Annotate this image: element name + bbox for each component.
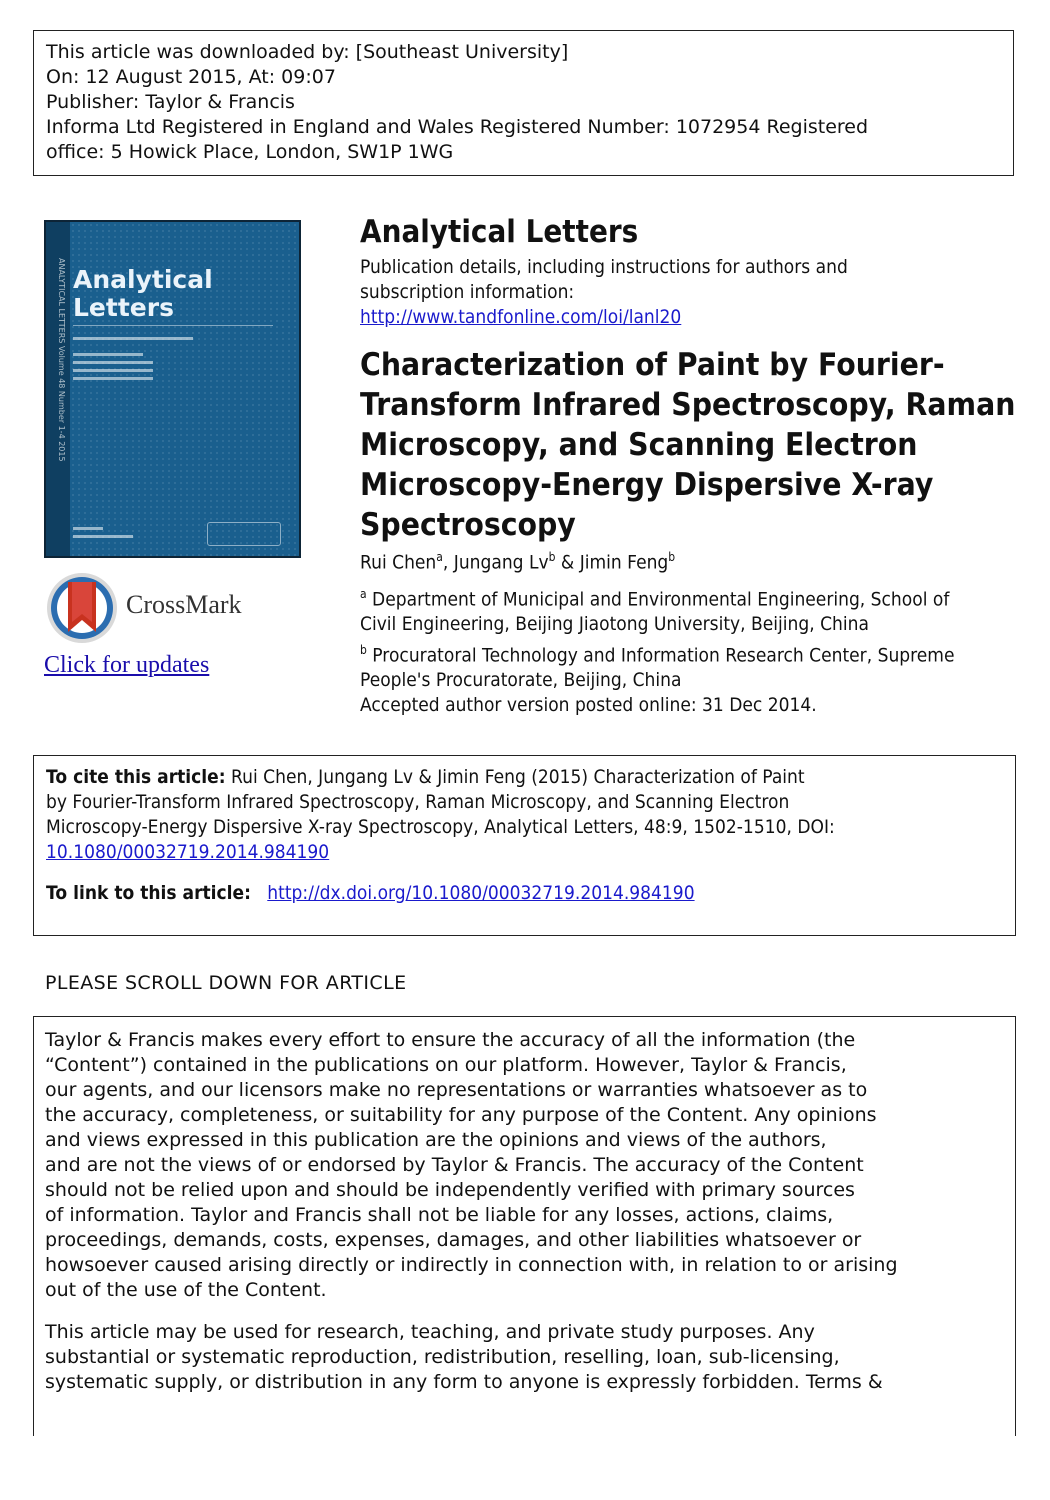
article-link-row: [46, 882, 695, 904]
disclaimer-line: the accuracy, completeness, or suitability for any purpose of the Content. Any opinions: [45, 1104, 877, 1126]
author-name: Rui Chen: [360, 551, 437, 574]
cover-fine-print: [73, 377, 153, 380]
disclaimer-text: [45, 1028, 898, 1395]
download-notice-line: On: 12 August 2015, At: 09:07: [46, 66, 336, 88]
affiliation-a: [360, 582, 1008, 637]
author-separator: ,: [442, 551, 454, 574]
journal-cover-image: [44, 220, 301, 558]
doi-link[interactable]: 10.1080/00032719.2014.984190: [46, 841, 330, 863]
citation-label: To cite this article:: [46, 766, 226, 788]
scroll-down-note: PLEASE SCROLL DOWN FOR ARTICLE: [45, 972, 407, 994]
crossmark-label: CrossMark: [126, 590, 242, 619]
article-title-line: Microscopy, and Scanning Electron: [360, 427, 918, 463]
download-notice-line: office: 5 Howick Place, London, SW1P 1WG: [46, 141, 454, 163]
article-title-line: Characterization of Paint by Fourier-: [360, 347, 945, 383]
disclaimer-line: howsoever caused arising directly or indirectly in connection with, in relation to or arising: [45, 1254, 898, 1276]
article-title-line: Transform Infrared Spectroscopy, Raman: [360, 387, 1016, 423]
crossmark-icon: [44, 570, 122, 648]
click-for-updates-link[interactable]: Click for updates: [44, 652, 210, 678]
download-notice-line: This article was downloaded by: [Southeast University]: [46, 41, 569, 63]
cover-fine-print: [73, 369, 153, 372]
cover-title-line: Analytical: [73, 265, 213, 294]
disclaimer-line: and are not the views of or endorsed by Taylor & Francis. The accuracy of the Content: [45, 1154, 864, 1176]
publication-details-line: subscription information:: [360, 281, 575, 303]
affiliation-mark: b: [360, 643, 367, 657]
download-notice-line: Publisher: Taylor & Francis: [46, 91, 295, 113]
author-affiliation-mark: b: [548, 550, 556, 564]
affiliation-mark: a: [360, 587, 367, 601]
cover-fine-print: [73, 361, 153, 364]
disclaimer-line: systematic supply, or distribution in any form to anyone is expressly forbidden. Terms &: [45, 1371, 883, 1393]
citation-line: Microscopy-Energy Dispersive X-ray Spectroscopy, Analytical Letters, 48:9, 1502-1510, DOI:: [46, 816, 835, 838]
citation-line: Rui Chen, Jungang Lv & Jimin Feng (2015) Characterization of Paint: [225, 766, 805, 788]
disclaimer-line: of information. Taylor and Francis shall not be liable for any losses, actions, claims,: [45, 1204, 834, 1226]
disclaimer-line: our agents, and our licensors make no representations or warranties whatsoever as to: [45, 1079, 868, 1101]
author-name: Jimin Feng: [579, 551, 669, 574]
cover-publisher-logo: [207, 522, 281, 546]
disclaimer-line: should not be relied upon and should be independently verified with primary sources: [45, 1179, 855, 1201]
download-notice-line: Informa Ltd Registered in England and Wales Registered Number: 1072954 Registered: [46, 116, 869, 138]
article-title-line: Microscopy-Energy Dispersive X-ray: [360, 467, 934, 503]
download-notice-box: [33, 30, 1014, 176]
disclaimer-line: “Content”) contained in the publications on our platform. However, Taylor & Francis,: [45, 1054, 847, 1076]
cover-fine-print: [73, 337, 193, 340]
article-title: [360, 345, 1016, 545]
disclaimer-line: This article may be used for research, teaching, and private study purposes. Any: [45, 1321, 815, 1343]
article-title-line: Spectroscopy: [360, 507, 576, 543]
disclaimer-line: out of the use of the Content.: [45, 1279, 327, 1301]
disclaimer-line: proceedings, demands, costs, expenses, damages, and other liabilities whatsoever or: [45, 1229, 862, 1251]
disclaimer-line: substantial or systematic reproduction, redistribution, reselling, loan, sub-licensing,: [45, 1346, 840, 1368]
affiliation-text: Procuratoral Technology and Information Research Center, Supreme: [366, 644, 955, 667]
affiliation-b: [360, 638, 1008, 718]
publication-details: [360, 255, 945, 330]
citation-text: [46, 765, 946, 865]
author-affiliation-mark: b: [668, 550, 676, 564]
article-doi-url-link[interactable]: http://dx.doi.org/10.1080/00032719.2014.984190: [267, 882, 695, 904]
disclaimer-box: [33, 1016, 1016, 1436]
link-label: To link to this article:: [46, 882, 251, 904]
publication-details-line: Publication details, including instructions for authors and: [360, 256, 848, 278]
cover-fine-print: [73, 527, 103, 530]
disclaimer-line: and views expressed in this publication are the opinions and views of the authors,: [45, 1129, 827, 1151]
cover-title: [73, 266, 213, 322]
cover-fine-print: [73, 535, 133, 538]
cover-rule: [73, 325, 273, 326]
cover-fine-print: [73, 353, 143, 356]
journal-url-link[interactable]: http://www.tandfonline.com/loi/lanl20: [360, 306, 682, 328]
disclaimer-line: Taylor & Francis makes every effort to ensure the accuracy of all the information (the: [45, 1029, 856, 1051]
author-name: Jungang Lv: [453, 551, 549, 574]
affiliation-text: People's Procuratorate, Beijing, China: [360, 669, 682, 692]
citation-box: [33, 755, 1016, 936]
journal-title: Analytical Letters: [360, 214, 639, 250]
accepted-date: Accepted author version posted online: 31 Dec 2014.: [360, 694, 817, 717]
cover-title-line: Letters: [73, 293, 174, 322]
cover-spine-text: ANALYTICAL LETTERS Volume 48 Number 1-4 2015: [57, 258, 66, 462]
paragraph-gap: [45, 1303, 898, 1320]
affiliation-text: Department of Municipal and Environmental Engineering, School of: [366, 588, 950, 611]
affiliation-text: Civil Engineering, Beijing Jiaotong University, Beijing, China: [360, 613, 869, 636]
citation-line: by Fourier-Transform Infrared Spectroscopy, Raman Microscopy, and Scanning Electron: [46, 791, 790, 813]
author-affiliation-mark: a: [436, 550, 443, 564]
crossmark-badge[interactable]: [44, 570, 284, 650]
author-separator: &: [555, 551, 580, 574]
author-list: [360, 550, 675, 573]
